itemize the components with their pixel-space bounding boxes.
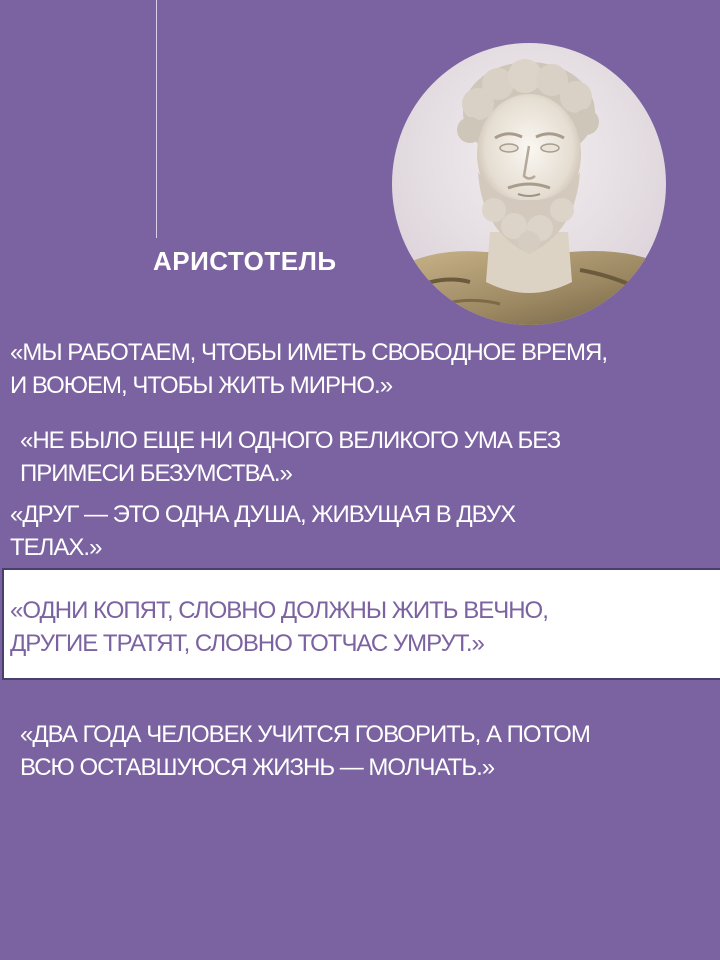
quote-4 (10, 594, 548, 660)
quote-5-line-2: ВСЮ ОСТАВШУЮСЯ ЖИЗНЬ — МОЛЧАТЬ.» (20, 754, 495, 781)
quote-5-line-1: «ДВА ГОДА ЧЕЛОВЕК УЧИТСЯ ГОВОРИТЬ, А ПОТОМ (20, 721, 590, 748)
quote-2-line-1: «НЕ БЫЛО ЕЩЕ НИ ОДНОГО ВЕЛИКОГО УМА БЕЗ (20, 427, 561, 454)
quote-1 (10, 336, 607, 402)
quote-5 (20, 718, 590, 784)
quote-4-line-1: «ОДНИ КОПЯТ, СЛОВНО ДОЛЖНЫ ЖИТЬ ВЕЧНО, (10, 597, 548, 624)
aristotle-bust-icon (390, 42, 668, 326)
quote-3-line-1: «ДРУГ — ЭТО ОДНА ДУША, ЖИВУЩАЯ В ДВУХ (10, 501, 516, 528)
page-title: АРИСТОТЕЛЬ (153, 246, 337, 276)
quote-3-line-2: ТЕЛАХ.» (10, 534, 102, 561)
quote-4-line-2: ДРУГИЕ ТРАТЯТ, СЛОВНО ТОТЧАС УМРУТ.» (10, 630, 484, 657)
decorative-vertical-line (156, 0, 157, 238)
quote-2-line-2: ПРИМЕСИ БЕЗУМСТВА.» (20, 460, 292, 487)
quote-3 (10, 498, 515, 564)
quote-1-line-2: И ВОЮЕМ, ЧТОБЫ ЖИТЬ МИРНО.» (10, 372, 393, 399)
quote-2 (20, 424, 560, 490)
quote-1-line-1: «МЫ РАБОТАЕМ, ЧТОБЫ ИМЕТЬ СВОБОДНОЕ ВРЕМЯ, (10, 339, 608, 366)
